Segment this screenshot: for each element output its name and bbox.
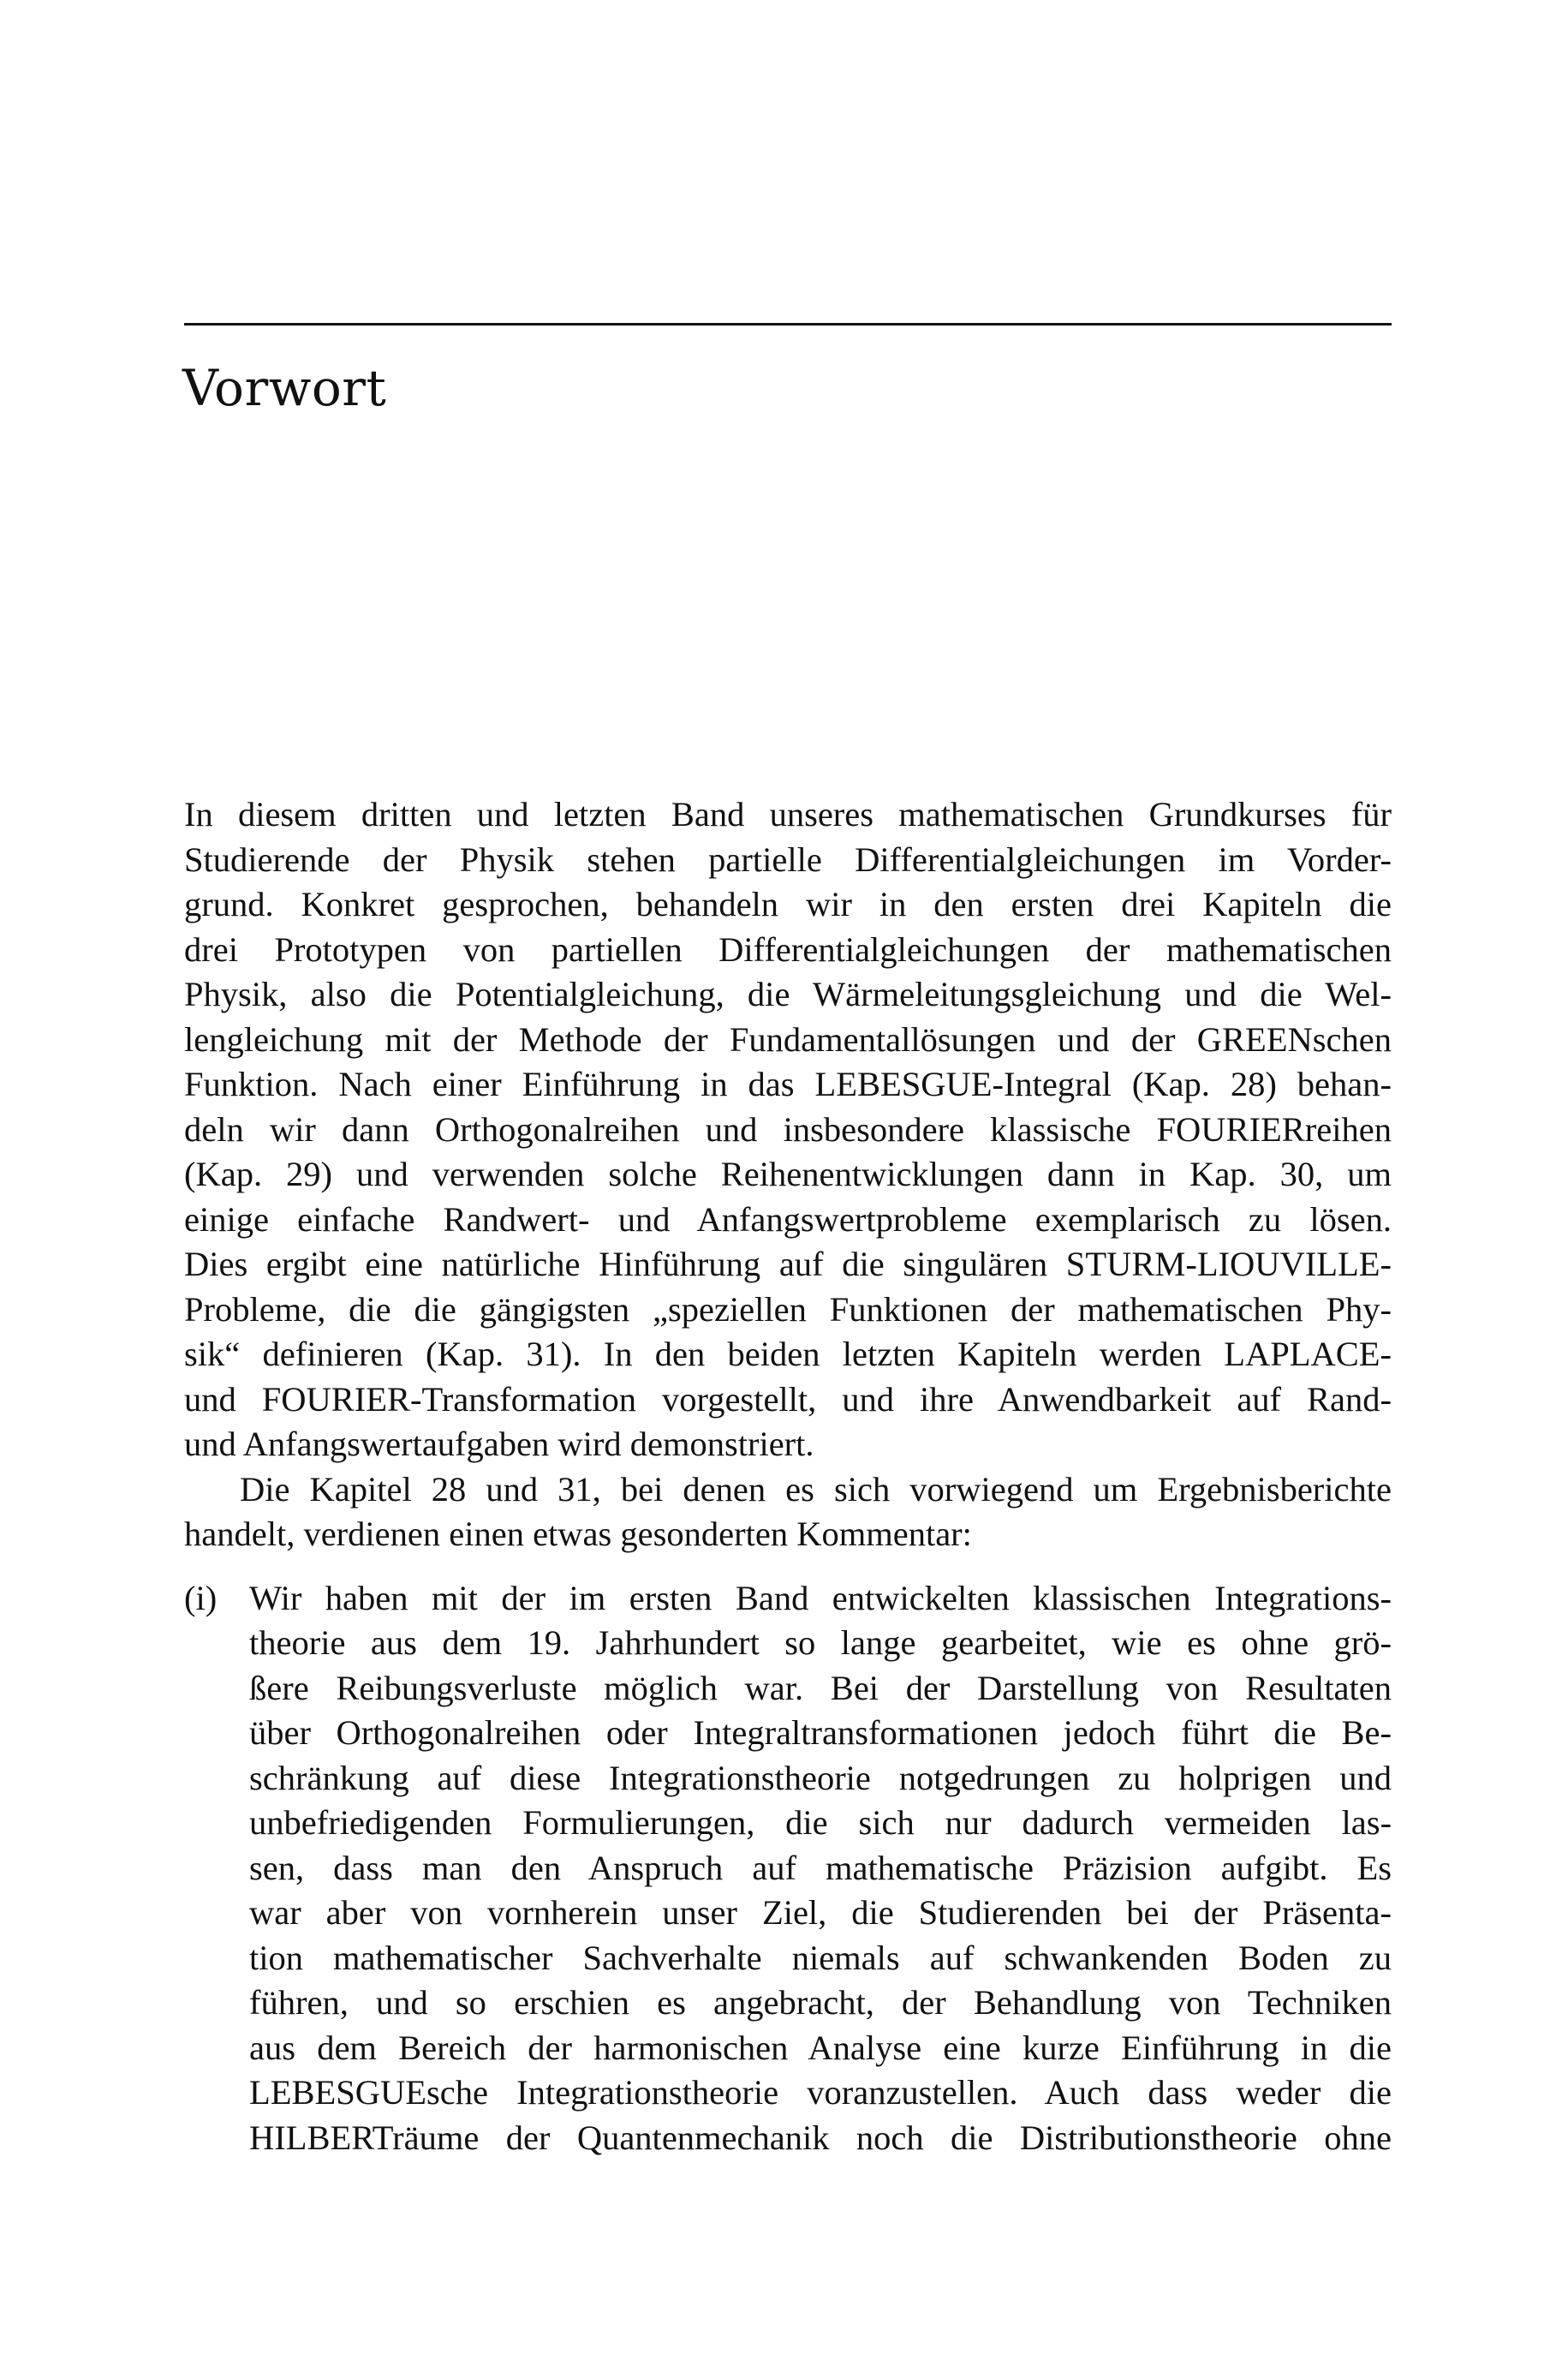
text-line: handelt, verdienen einen etwas gesonderten Kommentar:	[184, 1515, 972, 1553]
text-line: führen, und so erschien es angebracht, der Behandlung von Techniken	[249, 1983, 1392, 2022]
paragraph-2	[184, 1467, 1392, 1557]
text-line: In diesem dritten und letzten Band unseres mathematischen Grundkurses für	[184, 795, 1392, 833]
list-item	[184, 1576, 1392, 2161]
paragraph-spacer	[184, 1557, 1392, 1576]
text-line: Physik, also die Potentialgleichung, die Wärmeleitungsgleichung und die Wel-	[184, 975, 1392, 1013]
text-line: theorie aus dem 19. Jahrhundert so lange gearbeitet, wie es ohne grö-	[249, 1623, 1392, 1662]
text-line: Studierende der Physik stehen partielle Differentialgleichungen im Vorder-	[184, 839, 1392, 879]
text-line: sik“ definieren (Kap. 31). In den beiden letzten Kapiteln werden LAPLACE-	[184, 1335, 1392, 1373]
text-line: drei Prototypen von partiellen Differentialgleichungen der mathematischen	[184, 929, 1392, 969]
text-line: deln wir dann Orthogonalreihen und insbesondere klassische FOURIERreihen	[184, 1109, 1392, 1149]
text-line: tion mathematischer Sachverhalte niemals auf schwankenden Boden zu	[249, 1938, 1392, 1977]
text-line: schränkung auf diese Integrationstheorie notgedrungen zu holprigen und	[249, 1758, 1392, 1797]
text-line: Probleme, die die gängigsten „speziellen Funktionen der mathematischen Phy-	[184, 1289, 1392, 1329]
page-title: Vorwort	[182, 359, 387, 417]
text-line: Dies ergibt eine natürliche Hinführung auf die singulären STURM-LIOUVILLE-	[184, 1245, 1392, 1283]
text-line: Wir haben mit der im ersten Band entwickelten klassischen Integrations-	[249, 1578, 1392, 1617]
text-line: unbefriedigenden Formulierungen, die sich nur dadurch vermeiden las-	[249, 1803, 1392, 1842]
text-line: Die Kapitel 28 und 31, bei denen es sich vorwiegend um Ergebnisberichte	[240, 1469, 1392, 1509]
paragraph-1	[184, 792, 1392, 1467]
text-line: und Anfangswertaufgaben wird demonstriert.	[184, 1425, 814, 1463]
text-line: lengleichung mit der Methode der Fundamentallösungen und der GREENschen	[184, 1019, 1392, 1059]
text-line: ßere Reibungsverluste möglich war. Bei der Darstellung von Resultaten	[249, 1668, 1392, 1707]
list-item-body	[249, 1576, 1392, 2161]
body-text	[184, 792, 1392, 2160]
text-line: grund. Konkret gesprochen, behandeln wir in den ersten drei Kapiteln die	[184, 885, 1392, 923]
text-line: HILBERTräume der Quantenmechanik noch die Distributionstheorie ohne	[249, 2118, 1392, 2157]
text-line: LEBESGUEsche Integrationstheorie voranzustellen. Auch dass weder die	[249, 2073, 1392, 2112]
header-rule	[184, 323, 1392, 326]
text-line: einige einfache Randwert- und Anfangswertprobleme exemplarisch zu lösen.	[184, 1199, 1392, 1239]
list-marker: (i)	[184, 1578, 218, 1617]
text-line: (Kap. 29) und verwenden solche Reihenentwicklungen dann in Kap. 30, um	[184, 1155, 1392, 1193]
text-line: sen, dass man den Anspruch auf mathematische Präzision aufgibt. Es	[249, 1848, 1392, 1887]
text-line: aus dem Bereich der harmonischen Analyse eine kurze Einführung in die	[249, 2028, 1392, 2067]
text-line: über Orthogonalreihen oder Integraltransformationen jedoch führt die Be-	[249, 1713, 1392, 1752]
text-line: und FOURIER-Transformation vorgestellt, und ihre Anwendbarkeit auf Rand-	[184, 1379, 1392, 1419]
text-line: Funktion. Nach einer Einführung in das LEBESGUE-Integral (Kap. 28) behan-	[184, 1065, 1392, 1103]
text-line: war aber von vornherein unser Ziel, die Studierenden bei der Präsenta-	[249, 1893, 1392, 1932]
